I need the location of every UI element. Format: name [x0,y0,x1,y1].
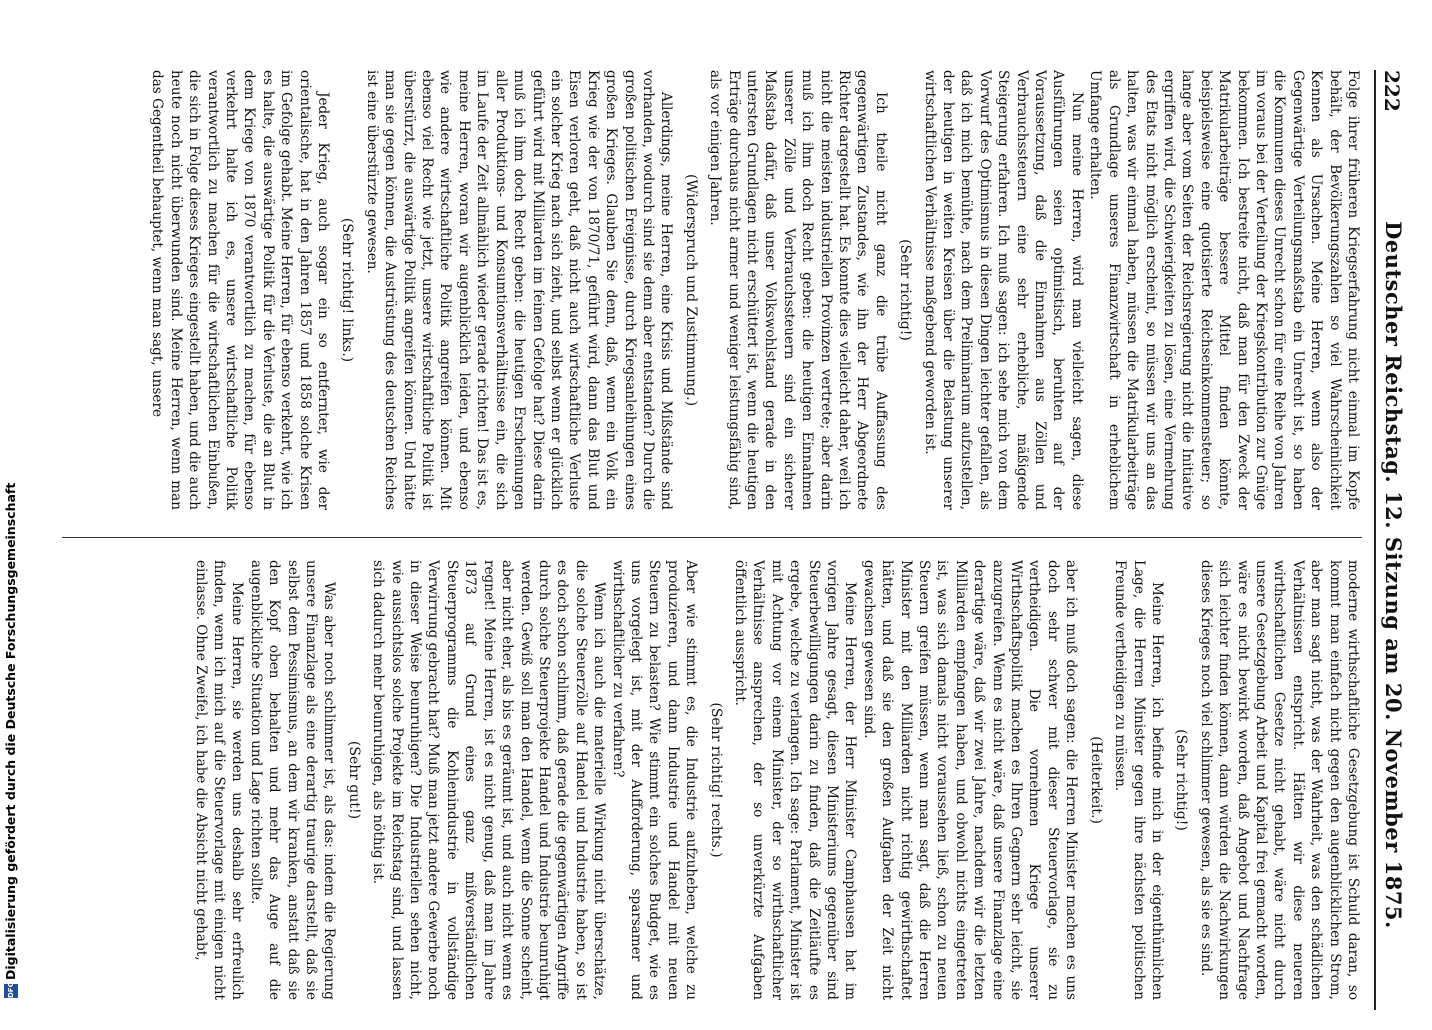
right-column [191,560,1362,1000]
left-column [148,70,1362,510]
column-divider [62,537,1362,538]
paragraph: aber ich muß doch sagen: die Herren Minister machen es uns doch sehr schwer mit dieser Steuervorlage, sie zu vertheidigen. Die vornehmen Kriege unserer Wirthschaftspolitik machen es Ihren Gegnern sehr leicht, sie anzugreifen. Wenn es nicht wäre, daß unsere Finanzlage eine derartige wäre, daß wir zwei Jahre, nachdem wir die letzten Milliarden empfangen haben, und obwohl nichts eingetreten ist, was sich damals nicht voraussehen ließ, schon zu neuen Steuern greifen müssen, wenn man sagt, daß die Herren Minister mit den Milliarden nicht richtig gewirthschaftet hätten, und daß sie den großen Aufgaben der Zeit nicht gewachsen gewesen sind. [860,560,1080,1000]
dfg-logo-icon: DFG [4,984,18,998]
page-header [1374,70,1410,1010]
paragraph: Ich theile nicht ganz die trübe Auffassung des gegenwärtigen Zustandes, wie ihn der Herr Abgeordnete Richter dargestellt hat. Es konnte dies vielleicht daher, weil ich nicht die meisten industriellen Provinzen vertrete; aber darin muß ich ihm doch Recht geben: die heutigen Einnahmen unserer Zölle und Verbrauchssteuern sind ein sicherer Maßstab dafür, daß unser Volkswohlstand gerade in den untersten Grundlagen nicht erschüttert ist, wenn die heutigen Erträge durchaus nicht armer und weniger leistungsfähig sind, als vor einigen Jahren. [707,70,889,510]
paragraph: Nun meine Herren, wird man vielleicht sagen, diese Ausführungen seien optimistisch, beruhten auf der Voraussetzung, daß die Einnahmen aus Zöllen und Verbrauchssteuern eine sehr erhebliche, mäßigende Steigerung erfahren. Ich muß sagen: ich sehe mich von dem Vorwurf des Optimismus in diesen Dingen leichter gefallen, als daß ich mich bemühte, nach dem Preliminarium aufzustellen, der heutigen in weiten Kreisen über die Belastung unserer wirtschaftlichen Verhältnisse maßgebend geworden ist. [921,70,1085,510]
interjection: (Heiterkeit.) [1087,736,1104,824]
running-title: Deutscher Reichstag. 12. Sitzung am 20. November 1875. [1381,221,1406,929]
page-number: 222 [1380,70,1404,112]
paragraph: Meine Herren, ich befinde mich in der eigenthümlichen Lage, die Herren Minister gegen ihre nächsten politischen Freunde vertheidigen zu müssen. [1112,560,1165,1000]
interjection: (Sehr gut!) [345,740,362,820]
interjection: (Widerspruch und Zustimmung.) [682,173,699,407]
paragraph: Meine Herren, der Herr Minister Camphausen hat im vorigen Jahre gesagt, diesen Ministeriums gegenüber sind Steuerbewilligungen darin zu finden, daß die Zeitläufte es ergebe, welche zu verlangen. Ich sage: Parlament, Minister ist mit Achtung vor einem Minister, der so wirthschaftlicher Verhältnisse ansprechen, der so unverkürzte Aufgaben öffentlich ausspricht. [732,560,859,1000]
digitization-credit [0,0,22,1000]
interjection: (Sehr richtig! links.) [339,217,356,363]
paragraph: Jeder Krieg, auch sogar ein so entfernter, wie der orientalische, hat in den Jahren 1857 und 1858 solche Krisen im Gefolge gehabt. Meine Herren, für ebenso verkehrt, wie ich es halte, die auswärtige Politik für die Verluste, die an Blut in dem Kriege von 1870 verantwortlich zu machen, für ebenso verkehrt halte ich es, unsere wirtschaftliche Politik verantwortlich zu machen für die wirtschaftlichen Einbußen, die sich in Folge dieses Krieges eingestellt haben, und die auch heute noch nicht überwunden sind. Meine Herren, wenn man das Gegentheil behauptet, wenn man sagt, unsere [149,70,332,510]
credit-text: Digitalisierung gefördert durch die Deutsche Forschungsgemeinschaft [3,482,18,980]
interjection: (Sehr richtig!) [897,239,914,341]
paragraph: Aber wie stimmt es, die Industrie aufzuheben, welche zu produzieren, und dann Industrie und Handel mit neuen Steuern zu belasten? Wie stimmt ein solches Budget, wie es uns vorgelegt ist, mit der Aufforderung, sparsamer und wirthschaftlicher zu verfahren? [609,560,700,1000]
document-page [10,40,1410,1030]
paragraph: Meine Herren, sie werden uns deshalb sehr erfreulich finden, wenn ich mich auf die Steuervorlage mit einigen nicht einlasse. Ohne Zweifel, ich habe die Absicht nicht gehabt, [192,560,246,1000]
paragraph: Was aber noch schlimmer ist, als das: indem die Regierung unsere Finanzlage als eine derartig traurige darstellt, daß sie selbst dem Pessimismus, an dem wir kranken, anstatt daß sie den Kopf oben behalten und mehr das Auge auf die augenblickliche Situation und Lage richten sollte. [247,560,338,1000]
paragraph: Wenn ich auch die materielle Wirkung nicht überschätze, die solche Steuerzölle auf Handel und Industrie haben, so ist es doch schon schlimm, daß gerade die gegenwärtigen Angriffe durch solche Steuerprojekte Handel und Industrie beunruhigt werden. Gewiß soll man den Handel, wenn die Sonne scheint, aber nicht eher, als bis es geräumt ist, und auch nicht wenn es regnet! Meine Herren, ist es nicht genug, daß man im Jahre 1873 auf Grund eines ganz mißverständlichen Steuerprogramms die Kohlenindustrie in vollständige Verwirrung gebracht hat? Muß man jetzt andere Gewerbe noch in dieser Weise beunruhigen? Die Industriellen sehen nicht, wie aussichtslos solche Projekte im Reichstag sind, und lassen sich dadurch mehr beunruhigen, als nöthig ist. [370,560,608,1000]
paragraph: Allerdings, meine Herren, eine Krisis und Mißstände sind vorhanden, wodurch sind sie denn aber entstanden? Durch die großen politischen Ereignisse, durch Kriegsanleihungen eines großen Krieges. Glauben Sie denn, daß, wenn ein Volk ein Krieg wie der von 1870/71, geführt wird, dann das Blut und Eisen verloren geht, daß nicht auch wirtschaftliche Verluste ein solcher Krieg nach sich zieht, und selbst wenn er glücklich geführt wird mit Milliarden im feinen Gefolge hat? Diese darin muß ich ihm doch Recht geben: die heutigen Erscheinungen aller Produktions- und Konsumtionsverhältnisse ein, die sich im Laufe der Zeit allmählich wieder gerade richten! Das ist es, meine Herren, woran wir augenblicklich leiden, und ebenso wie andere wirtschaftliche Politik angreifen können. Mit ebenso viel Recht wie jetzt, unsere wirtschaftliche Politik ist überstürzt, die auswärtige Politik angreifen können. Und hätte man sie gegen können, die Austrüstung des deutschen Reiches ist eine überstürzte gewesen. [363,70,675,510]
interjection: (Sehr richtig!) [1173,729,1190,831]
interjection: (Sehr richtig! rechts.) [707,702,724,858]
paragraph: moderne wirthschaftliche Gesetzgebung ist Schuld daran, so kommt man einfach nicht gegen den augenblicklichen Strom, aber man sagt nicht, was der Wahrheit, was den schädlichen Verhältnissen entspricht. Hätten wir diese neueren wirthschaftlichen Gesetze nicht gehabt, wäre nicht durch unsere Gesetzgebung Arbeit und Kapital frei gemacht worden, wäre es nicht bewirkt worden, daß Angebot und Nachfrage sich leichter finden können, dann würden die Nachwirkungen dieses Krieges noch viel schlimmer gewesen, als sie es sind. [1197,560,1361,1000]
paragraph: Folge ihrer früheren Kriegserfahrung nicht einmal im Kopfe behält, der Bevölkerungszahlen so viel Wahrscheinlichkeit Kennen als Ursachen. Meine Herren, wenn also der Gegenwärtige Verteilungsmaßstab ein Unrecht ist, so haben die Kommunen dieses Unrecht schon für eine Reihe von Jahren im voraus bei der Verteilung der Kriegskontribution zur Gnüge bekommen. Ich bestreite nicht, daß man für den Zweck der Matrikularbeiträge bessere Mittel finden könnte, beispielsweise eine quotisierte Reichseinkommensteuer; so lange aber vom Seiten der Reichsregierung nicht die Initiative ergriffen wird, die Schwierigkeiten zu lösen, eine Vermehrung des Etats nicht möglich erscheint, so müssen wir uns an das halten, was wir einmal haben, müssen die Matrikularbeiträge als Grundlage unseres Finanzwirtschaft in erheblichem Umfange erhalten. [1087,70,1361,510]
